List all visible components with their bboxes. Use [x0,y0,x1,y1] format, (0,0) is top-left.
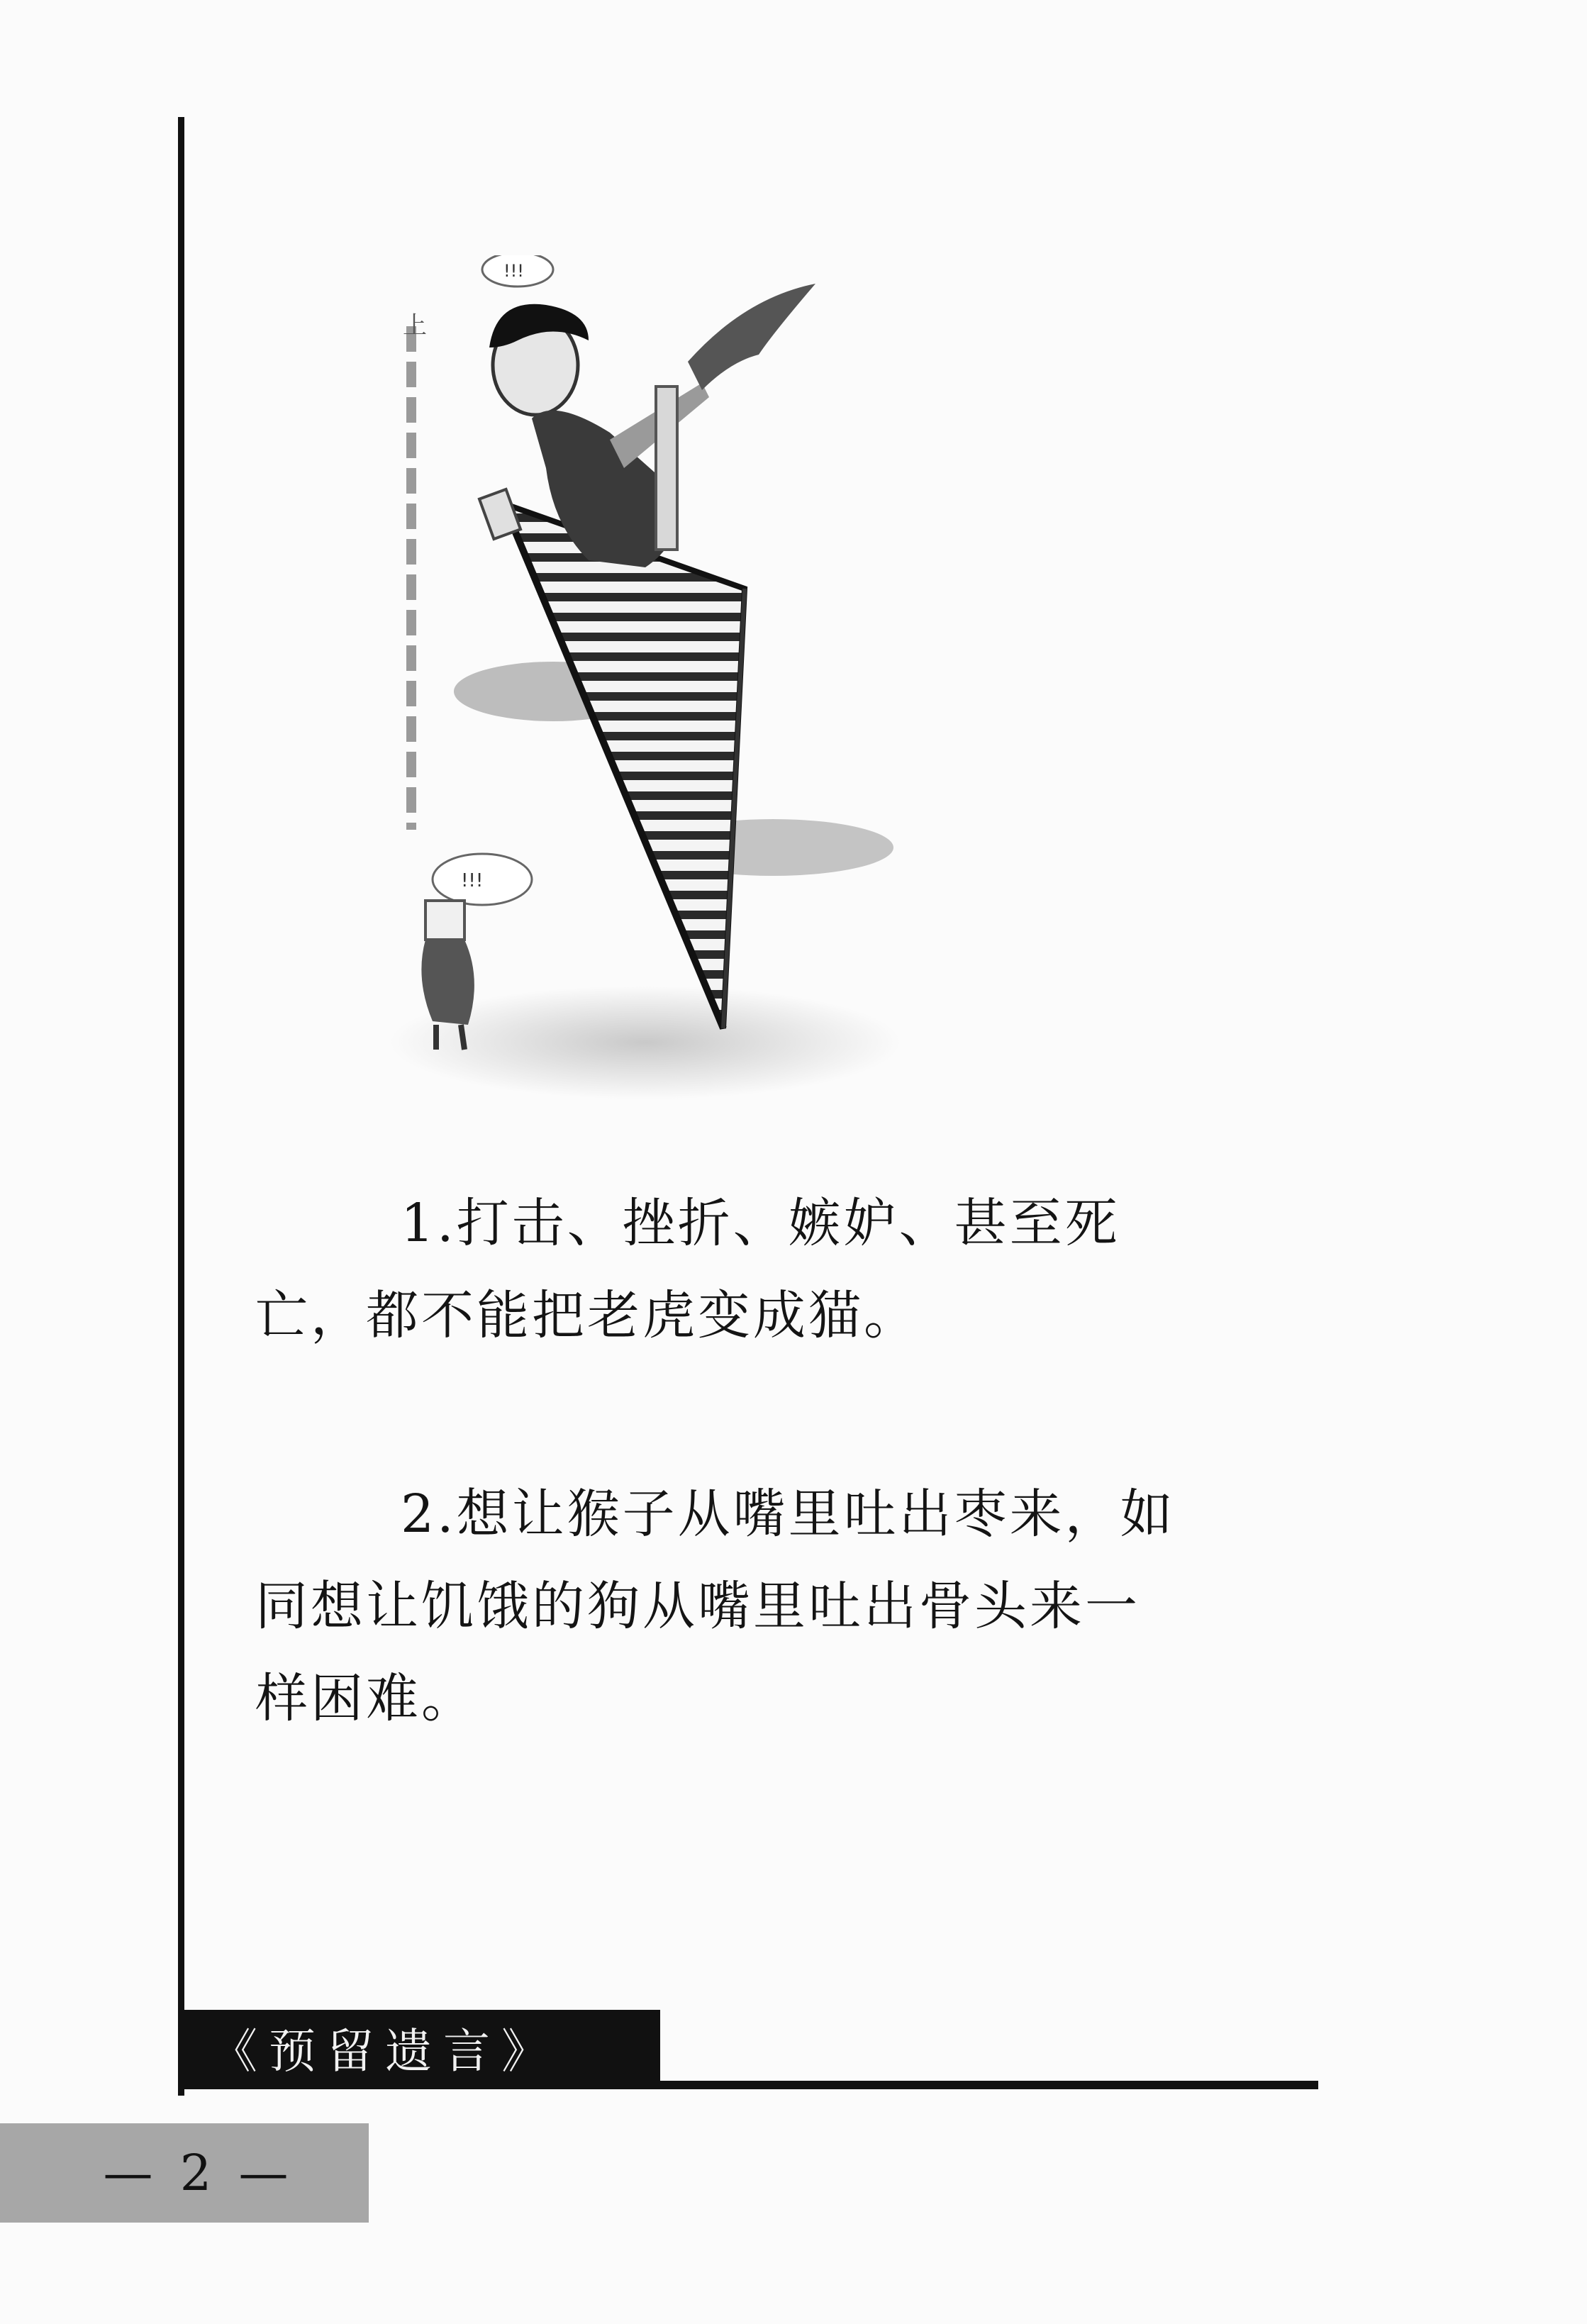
cartoon-illustration [376,255,943,1106]
vertical-caption: 上 [403,311,427,340]
paragraph-1 [255,1177,1184,1362]
section-title-bar [178,2010,660,2084]
bottom-border-rule [178,2081,1318,2089]
page-number: — 2 — [103,2144,294,2202]
paragraph-2-number: 2. [401,1484,457,1545]
left-border-rule [178,117,184,2096]
paragraph-1-text: 打击、挫折、嫉妒、甚至死亡，都不能把老虎变成猫。 [255,1193,1120,1346]
page-number-box [0,2123,369,2223]
paragraph-2 [255,1468,1184,1745]
top-speech-text: !!! [503,261,524,281]
paragraph-2-text: 想让猴子从嘴里吐出枣来，如同想让饥饿的狗从嘴里吐出骨头来一样困难。 [255,1484,1176,1729]
bottom-speech-text: !!! [461,870,484,891]
paragraph-1-number: 1. [401,1193,457,1254]
section-title: 《预留遗言》 [211,2024,559,2079]
